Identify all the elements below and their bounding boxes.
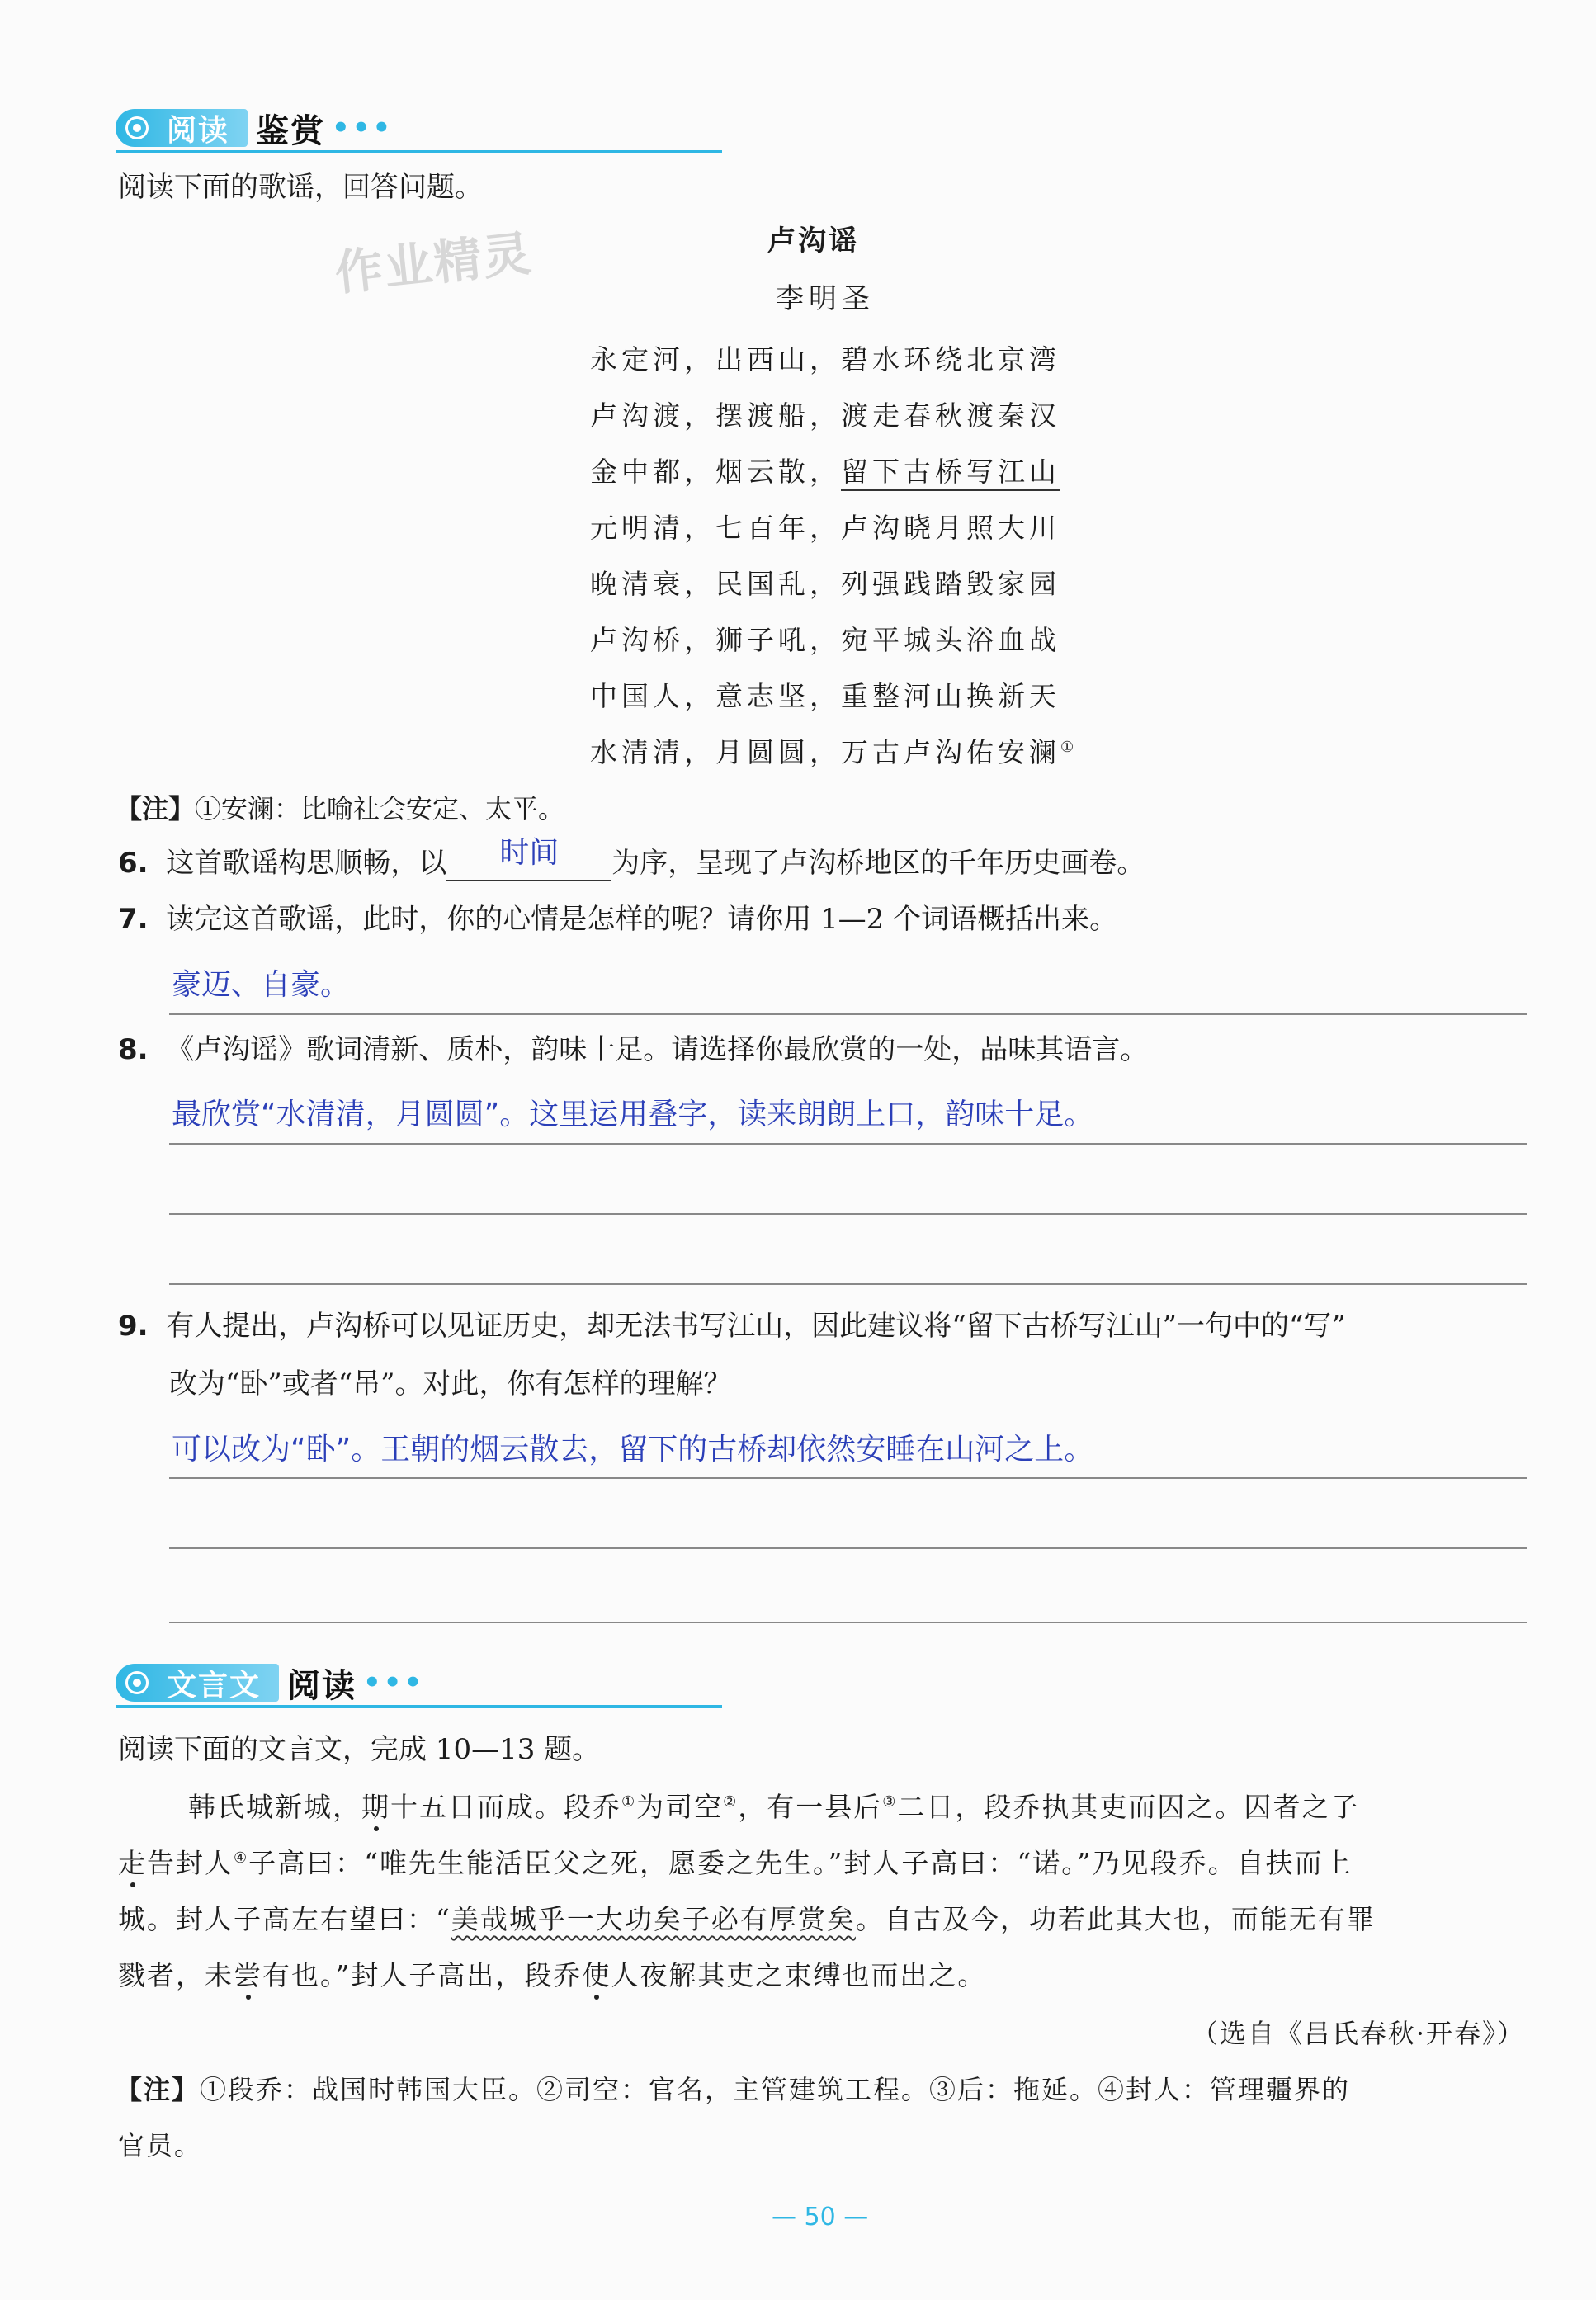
question-number: 7. bbox=[118, 903, 149, 936]
footnote-mark: ② bbox=[723, 1793, 739, 1811]
note-text: 官员。 bbox=[118, 2130, 203, 2161]
wavy-underlined-sentence: 美哉城乎一大功矣子必有厚赏矣 bbox=[451, 1903, 856, 1935]
question-6 bbox=[118, 836, 1145, 881]
section-title: 阅读 bbox=[287, 1666, 357, 1705]
source-citation: （选自《吕氏春秋·开春》） bbox=[1191, 2018, 1525, 2049]
poem-line-text: 水清清，月圆圆，万古卢沟佑安澜 bbox=[590, 736, 1060, 768]
question-text: 有人提出，卢沟桥可以见证历史，却无法书写江山，因此建议将“留下古桥写江山”一句中的“写” bbox=[166, 1310, 1346, 1343]
section-pill bbox=[116, 109, 248, 147]
poem-line: 卢沟桥，狮子吼，宛平城头浴血战 bbox=[590, 624, 1060, 656]
footnote-mark: ① bbox=[621, 1793, 637, 1811]
poem-line bbox=[590, 731, 1078, 770]
passage-text: 戮者，未 bbox=[118, 1959, 234, 1991]
answer-line bbox=[169, 1622, 1527, 1623]
note-label: 【注】 bbox=[116, 2074, 201, 2105]
passage-text: ，有一县后 bbox=[738, 1791, 883, 1823]
watermark: 作业精灵 bbox=[332, 224, 536, 302]
question-text: 改为“卧”或者“吊”。对此，你有怎样的理解？ bbox=[169, 1367, 732, 1400]
passage-text: 告封人 bbox=[147, 1847, 234, 1879]
section-pill-label: 阅读 bbox=[167, 113, 230, 148]
ellipsis-icon: ••• bbox=[363, 1666, 425, 1699]
ellipsis-icon: ••• bbox=[332, 111, 394, 144]
poem-line: 晚清衰，民国乱，列强践踏毁家园 bbox=[590, 568, 1060, 600]
question-number: 9. bbox=[118, 1310, 149, 1343]
answer-line bbox=[169, 1547, 1527, 1549]
passage-line bbox=[118, 1901, 1376, 1938]
question-7 bbox=[118, 901, 1117, 937]
answer-line bbox=[169, 1213, 1527, 1215]
poem-title: 卢沟谣 bbox=[767, 224, 859, 257]
note bbox=[116, 2071, 1350, 2108]
instruction-text: 阅读下面的文言文，完成 10—13 题。 bbox=[118, 1733, 601, 1766]
passage-line bbox=[118, 1845, 1353, 1882]
question-text: 为序，呈现了卢沟桥地区的千年历史画卷。 bbox=[611, 847, 1145, 880]
handwritten-answer: 时间 bbox=[499, 836, 560, 870]
section-header-classical bbox=[116, 1660, 424, 1705]
underlined-phrase: 留下古桥写江山 bbox=[841, 456, 1060, 491]
marked-word: 使 bbox=[582, 1959, 611, 1991]
section-pill-label: 文言文 bbox=[167, 1668, 262, 1703]
passage-text: 子高曰：“唯先生能活臣父之死，愿委之先生。”封人子高曰：“诺。”乃见段乔。自扶而上 bbox=[248, 1847, 1353, 1879]
section-header-appreciation bbox=[116, 106, 393, 150]
poem-line bbox=[590, 451, 1060, 489]
passage-text: 。自古及今，功若此其大也，而能无有罪 bbox=[855, 1903, 1376, 1935]
poem-line-start: 金中都，烟云散， bbox=[590, 456, 841, 488]
question-text: 《卢沟谣》歌词清新、质朴，韵味十足。请选择你最欣赏的一处，品味其语言。 bbox=[166, 1033, 1149, 1066]
handwritten-answer: 最欣赏“水清清，月圆圆”。这里运用叠字，读来朗朗上口，韵味十足。 bbox=[172, 1098, 1094, 1131]
answer-line bbox=[169, 1143, 1527, 1145]
page-number: — 50 — bbox=[772, 2203, 869, 2232]
answer-line bbox=[169, 1013, 1527, 1015]
marked-word: 尝 bbox=[234, 1959, 262, 1991]
section-divider bbox=[116, 1705, 722, 1708]
handwritten-answer: 可以改为“卧”。王朝的烟云散去，留下的古桥却依然安睡在山河之上。 bbox=[172, 1433, 1094, 1466]
poem-author: 李明圣 bbox=[776, 282, 875, 315]
question-text: 读完这首歌谣，此时，你的心情是怎样的呢？请你用 1—2 个词语概括出来。 bbox=[166, 903, 1118, 936]
question-number: 6. bbox=[118, 847, 149, 880]
poem-line: 卢沟渡，摆渡船，渡走春秋渡秦汉 bbox=[590, 399, 1060, 432]
disc-icon bbox=[125, 116, 149, 139]
poem-line: 永定河，出西山，碧水环绕北京湾 bbox=[590, 343, 1060, 375]
section-divider bbox=[116, 150, 722, 153]
question-text: 这首歌谣构思顺畅，以 bbox=[166, 847, 447, 880]
handwritten-answer: 豪迈、自豪。 bbox=[172, 968, 351, 1002]
instruction-text: 阅读下面的歌谣，回答问题。 bbox=[118, 171, 483, 204]
passage-text: 有也。”封人子高出，段乔 bbox=[262, 1959, 583, 1991]
passage-text: 二日，段乔执其吏而囚之。囚者之子 bbox=[897, 1791, 1360, 1823]
footnote-mark: ④ bbox=[234, 1849, 249, 1867]
passage-text: 人夜解其吏之束缚也而出之。 bbox=[611, 1959, 987, 1991]
passage-line bbox=[118, 1958, 986, 1994]
note-text: ①安澜：比喻社会安定、太平。 bbox=[195, 793, 565, 824]
passage-text: 为司空 bbox=[636, 1791, 724, 1823]
footnote-mark: ③ bbox=[882, 1793, 898, 1811]
poem-line: 元明清，七百年，卢沟晓月照大川 bbox=[590, 512, 1060, 544]
question-9 bbox=[118, 1308, 1346, 1344]
passage-text: 十五日而成。段乔 bbox=[390, 1791, 621, 1823]
footnote-mark: ① bbox=[1060, 739, 1079, 756]
note-label: 【注】 bbox=[116, 793, 196, 824]
note bbox=[116, 791, 564, 827]
disc-icon bbox=[125, 1671, 149, 1694]
poem-line: 中国人，意志坚，重整河山换新天 bbox=[590, 680, 1060, 712]
passage-line bbox=[188, 1789, 1359, 1825]
marked-word: 期 bbox=[361, 1791, 390, 1823]
question-8 bbox=[118, 1032, 1148, 1068]
section-pill bbox=[116, 1664, 279, 1702]
passage-text: 城。封人子高左右望曰：“ bbox=[118, 1903, 451, 1935]
passage-text: 韩氏城新城， bbox=[188, 1791, 361, 1823]
note-text: ①段乔：战国时韩国大臣。②司空：官名，主管建筑工程。③后：拖延。④封人：管理疆界的 bbox=[200, 2074, 1351, 2105]
answer-line bbox=[169, 1477, 1527, 1479]
question-number: 8. bbox=[118, 1033, 149, 1066]
marked-word: 走 bbox=[118, 1847, 147, 1879]
section-title: 鉴赏 bbox=[256, 111, 326, 150]
answer-blank[interactable] bbox=[446, 836, 611, 881]
answer-line bbox=[169, 1283, 1527, 1285]
